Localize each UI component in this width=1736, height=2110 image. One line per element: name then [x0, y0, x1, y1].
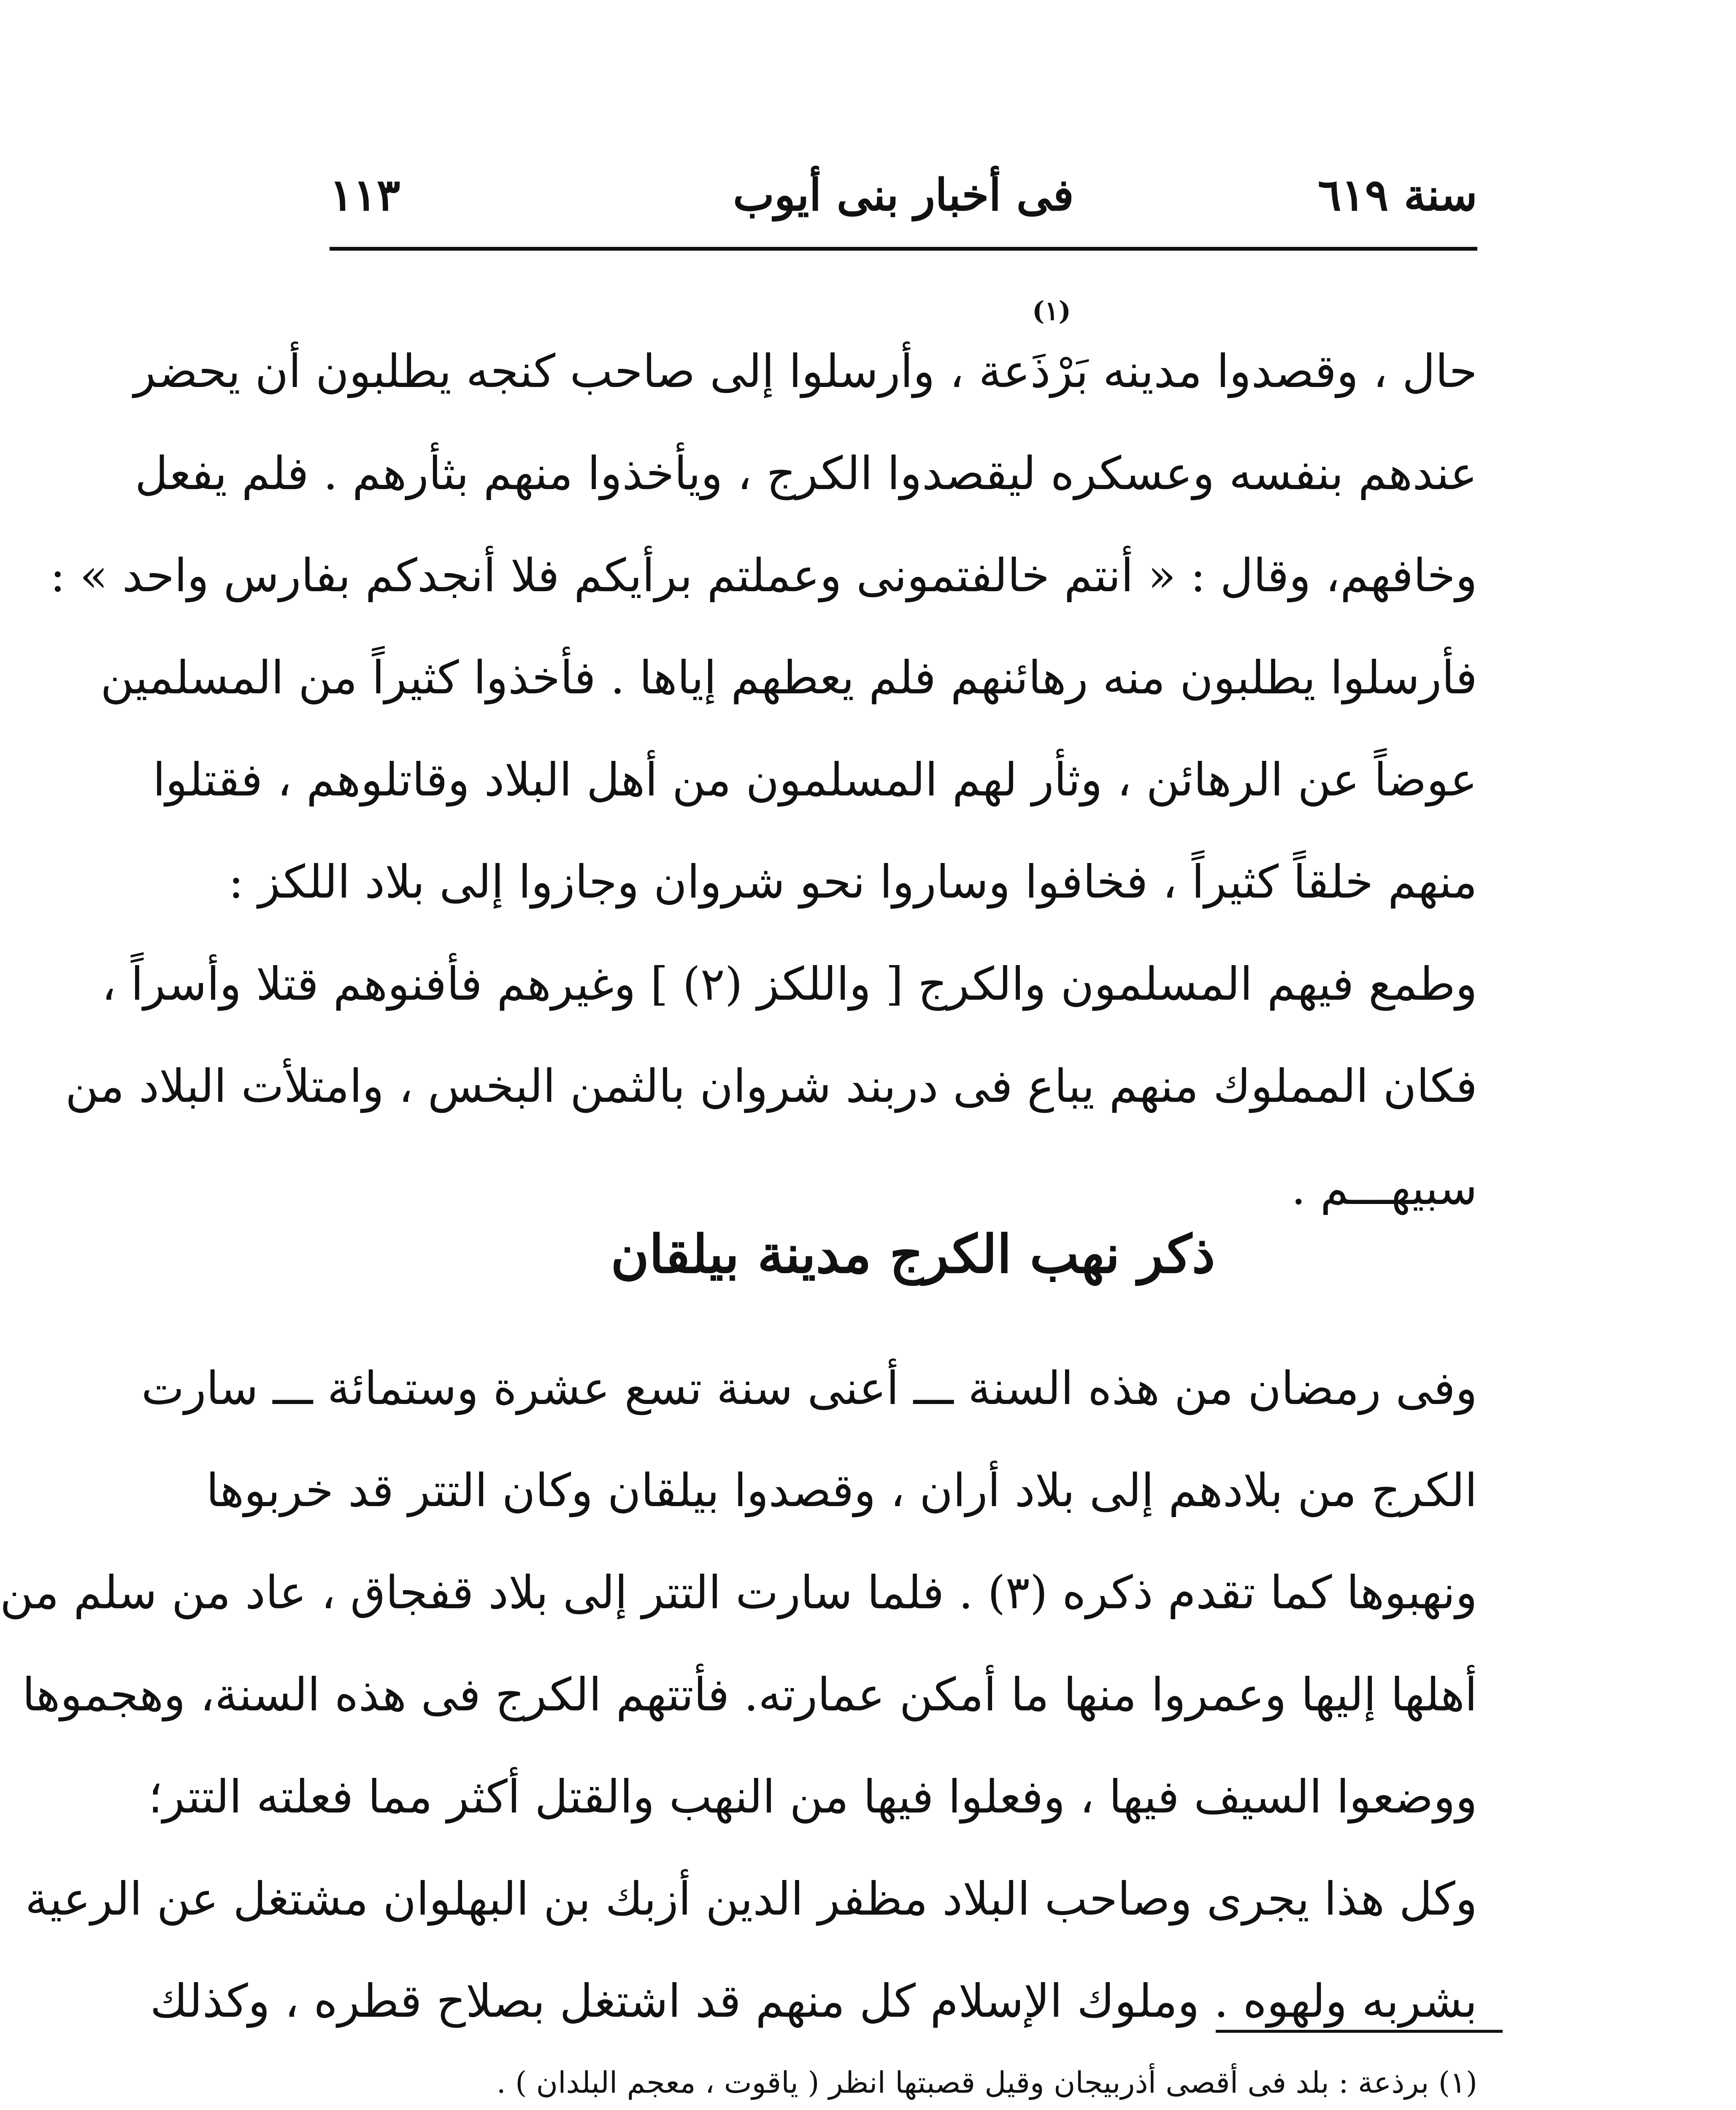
footnote-rule: [1216, 2030, 1503, 2033]
text-line: عوضاً عن الرهائن ، وثأر لهم المسلمون من أهل البلاد وقاتلوهم ، فقتلوا: [152, 754, 1477, 806]
text-line: وكل هذا يجرى وصاحب البلاد مظفر الدين أزبك بن البهلوان مشتغل عن الرعية: [25, 1873, 1477, 1926]
paragraph-2: [0, 1338, 1477, 2053]
text-line: وطمع فيهم المسلمون والكرج [ واللكز (٢) ] وغيرهم فأفنوهم قتلا وأسراً ،: [101, 958, 1477, 1011]
text-line: بشربه ولهوه . وملوك الإسلام كل منهم قد اشتغل بصلاح قطره ، وكذلك: [150, 1975, 1477, 2028]
text-line: فكان المملوك منهم يباع فى دربند شروان بالثمن البخس ، وامتلأت البلاد من: [65, 1060, 1477, 1113]
paragraph-1: [50, 321, 1477, 1240]
text-line: فأرسلوا يطلبون منه رهائنهم فلم يعطهم إياها . فأخذوا كثيراً من المسلمين: [100, 652, 1477, 704]
section-heading: ذكر نهب الكرج مدينة بيلقان: [611, 1224, 1215, 1285]
footnotes: [349, 2055, 1477, 2110]
text-line: منهم خلقاً كثيراً ، فخافوا وساروا نحو شروان وجازوا إلى بلاد اللكز :: [228, 856, 1477, 909]
text-line: حال ، وقصدوا مدينه بَرْذَعة ، وأرسلوا إلى صاحب كنجه يطلبون أن يحضر: [133, 345, 1477, 398]
text-line: وفى رمضان من هذه السنة ـــ أعنى سنة تسع عشرة وستمائة ـــ سارت: [141, 1362, 1477, 1415]
header-year: سنة ٦١٩: [1317, 169, 1477, 221]
page-number: ١١٣: [330, 169, 400, 221]
text-line: وخافهم، وقال : « أنتم خالفتمونى وعملتم برأيكم فلا أنجدكم بفارس واحد » :: [50, 549, 1477, 602]
footnote-1: (١) برذعة : بلد فى أقصى أذربيجان وقيل قصبتها انظر ( ياقوت ، معجم البلدان ) .: [496, 2065, 1477, 2100]
text-line: ونهبوها كما تقدم ذكره (٣) . فلما سارت التتر إلى بلاد قفجاق ، عاد من سلم من: [0, 1566, 1477, 1619]
text-line: الكرج من بلادهم إلى بلاد أران ، وقصدوا بيلقان وكان التتر قد خربوها: [206, 1464, 1477, 1517]
running-header: [330, 156, 1477, 232]
header-rule: [330, 247, 1477, 251]
text-line: أهلها إليها وعمروا منها ما أمكن عمارته. فأتتهم الكرج فى هذه السنة، وهجموها: [22, 1669, 1477, 1721]
footnote-marker-1: (١): [1032, 295, 1071, 326]
text-line: عندهم بنفسه وعسكره ليقصدوا الكرج ، ويأخذوا منهم بثأرهم . فلم يفعل: [135, 447, 1477, 500]
text-line: سبيهـــم .: [1291, 1162, 1477, 1215]
text-line: ووضعوا السيف فيها ، وفعلوا فيها من النهب والقتل أكثر مما فعلته التتر؛: [148, 1771, 1477, 1823]
header-title: فى أخبار بنى أيوب: [733, 169, 1074, 221]
